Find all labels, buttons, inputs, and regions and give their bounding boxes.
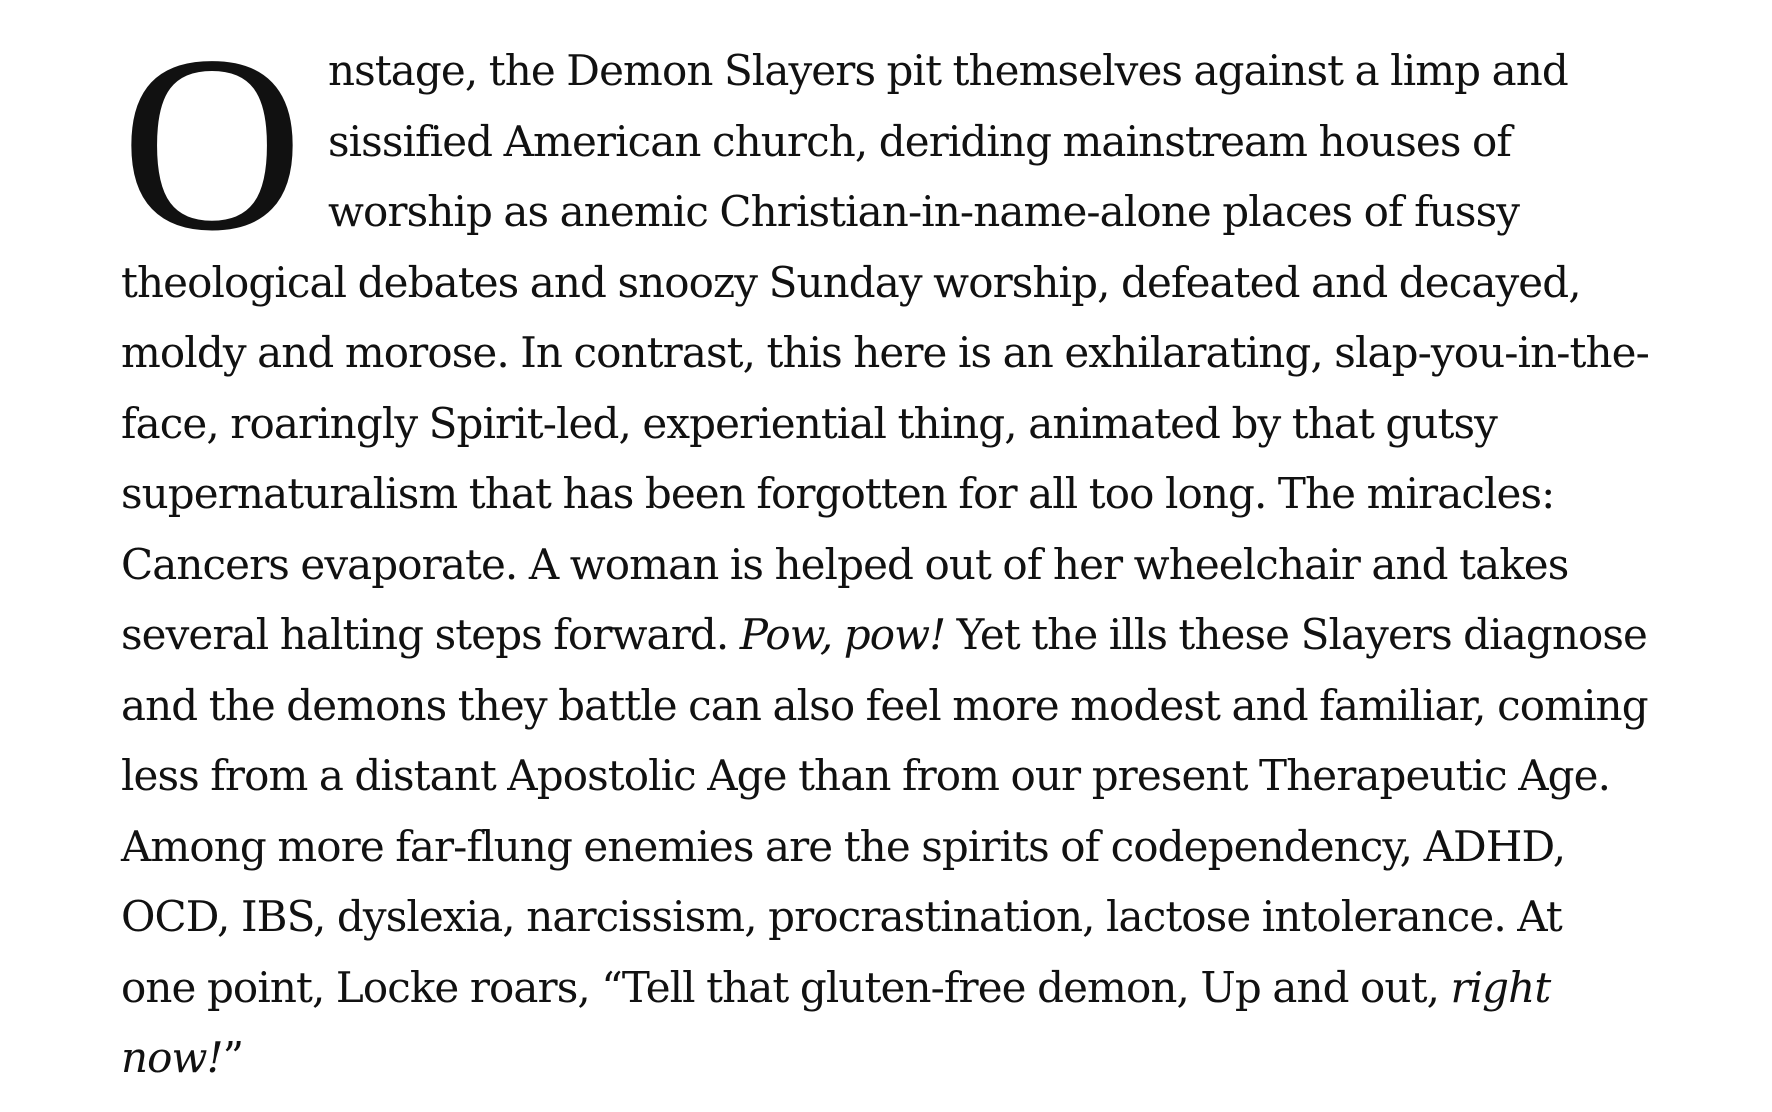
article-paragraph: [121, 3, 1649, 1094]
text-line: less from a distant Apostolic Age than from our present Therapeutic Age.: [121, 751, 1611, 800]
text-segment: several halting steps forward.: [121, 610, 740, 659]
italic-emphasis: Pow, pow!: [739, 610, 946, 659]
text-line: moldy and morose. In contrast, this here is an exhilarating, slap-you-in-the-: [121, 328, 1649, 377]
text-line: OCD, IBS, dyslexia, narcissism, procrastination, lactose intolerance. At: [121, 892, 1562, 941]
text-line: supernaturalism that has been forgotten for all too long. The miracles:: [121, 469, 1555, 518]
text-line: [121, 1023, 1611, 1094]
text-line: Cancers evaporate. A woman is helped out of her wheelchair and takes: [121, 539, 1569, 589]
text-line: and the demons they battle can also feel more modest and familiar, coming: [121, 680, 1648, 730]
drop-cap-letter: O: [121, 3, 303, 283]
text-segment: one point, Locke roars, “Tell that gluten-free demon, Up and out,: [121, 962, 1451, 1012]
text-segment: Yet the ills these Slayers diagnose: [945, 610, 1647, 659]
text-line: Among more far-flung enemies are the spirits of codependency, ADHD,: [121, 821, 1566, 871]
text-line: theological debates and snoozy Sunday worship, defeated and decayed,: [121, 257, 1581, 307]
text-line: nstage, the Demon Slayers pit themselves against a limp and: [328, 46, 1568, 95]
text-line: [121, 953, 1611, 1024]
italic-emphasis: now!: [121, 1033, 223, 1082]
text-line: worship as anemic Christian-in-name-alone places of fussy: [328, 187, 1520, 236]
text-line: face, roaringly Spirit-led, experiential thing, animated by that gutsy: [121, 398, 1498, 448]
text-line: [121, 600, 1647, 671]
closing-quote: ”: [222, 1033, 244, 1082]
text-line: sissified American church, deriding mainstream houses of: [328, 116, 1511, 166]
italic-emphasis: right: [1450, 962, 1551, 1012]
